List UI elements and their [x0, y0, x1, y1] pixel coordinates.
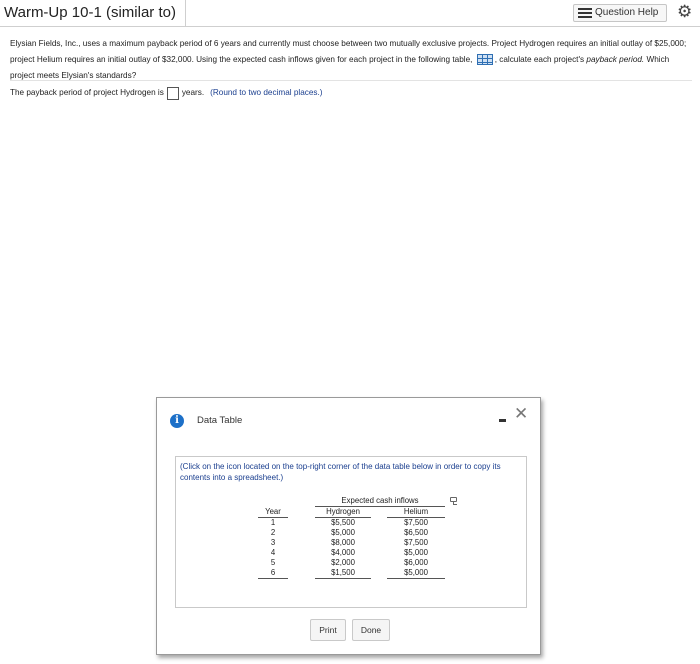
table-row: [258, 538, 445, 548]
table-row: [258, 558, 445, 568]
year-cell: 1: [270, 518, 276, 527]
problem-statement: [10, 36, 692, 84]
question-help-button[interactable]: [573, 4, 667, 22]
answer-input[interactable]: [167, 87, 179, 100]
copy-instructions: (Click on the icon located on the top-right corner of the data table below in order to copy its contents into a spreadsheet.): [180, 462, 501, 482]
minimize-icon[interactable]: [499, 419, 506, 422]
table-row: [258, 568, 445, 579]
hydrogen-cell: $8,000: [331, 538, 355, 547]
column-header-hydrogen: Hydrogen: [315, 507, 371, 518]
list-icon: [578, 8, 592, 18]
dialog-title: Data Table: [197, 415, 243, 426]
done-button[interactable]: Done: [352, 619, 390, 641]
hydrogen-cell: $4,000: [331, 548, 355, 557]
hydrogen-cell: $5,000: [331, 528, 355, 537]
problem-text-3: calculate each project's: [499, 55, 585, 64]
helium-cell: $5,000: [387, 568, 445, 579]
close-icon[interactable]: ✕: [514, 404, 529, 423]
data-table-icon[interactable]: [477, 54, 493, 65]
question-help-label: Question Help: [595, 7, 659, 18]
data-table-panel: [175, 456, 527, 608]
divider: [10, 80, 692, 81]
group-header: Expected cash inflows: [315, 496, 445, 507]
helium-cell: $6,000: [404, 558, 428, 567]
year-cell: 5: [270, 558, 276, 567]
rounding-hint: (Round to two decimal places.): [210, 88, 323, 97]
page-title: Warm-Up 10-1 (similar to): [0, 0, 186, 26]
data-table-dialog: [156, 397, 541, 655]
print-button[interactable]: Print: [310, 619, 346, 641]
column-header-year: Year: [258, 507, 288, 518]
helium-cell: $5,000: [404, 548, 428, 557]
hydrogen-cell: $1,500: [315, 568, 371, 579]
question-suffix: years.: [181, 88, 205, 97]
question-line: [10, 86, 692, 100]
cash-inflows-table: [258, 496, 445, 579]
header-bar: [0, 0, 700, 27]
problem-emphasis: payback period.: [586, 55, 645, 64]
column-header-helium: Helium: [387, 507, 445, 518]
table-row: [258, 518, 445, 529]
helium-cell: $6,500: [404, 528, 428, 537]
problem-text-4: Which project meets Elysian's standards?: [10, 55, 670, 80]
table-row: [258, 548, 445, 558]
info-icon: i: [170, 414, 184, 428]
hydrogen-cell: $5,500: [331, 518, 355, 527]
helium-cell: $7,500: [404, 518, 428, 527]
table-row: [258, 528, 445, 538]
gear-icon[interactable]: ⚙: [677, 2, 693, 21]
problem-text-1: Elysian Fields, Inc., uses a maximum payback period of 6 years and currently must choose between two mutually exclusive projects. Project Hydrogen requires an initial outlay of $25,000; project Helium requires an initial outlay of $32,000. Using the expected cash inflows given for each project in the following table,: [10, 39, 687, 64]
year-cell: 6: [258, 568, 288, 579]
year-cell: 2: [270, 528, 276, 537]
year-cell: 4: [270, 548, 276, 557]
helium-cell: $7,500: [404, 538, 428, 547]
year-cell: 3: [270, 538, 276, 547]
question-prefix: The payback period of project Hydrogen is: [10, 88, 164, 97]
copy-to-spreadsheet-icon[interactable]: [450, 497, 457, 502]
problem-text-2: ,: [494, 55, 497, 64]
hydrogen-cell: $2,000: [331, 558, 355, 567]
